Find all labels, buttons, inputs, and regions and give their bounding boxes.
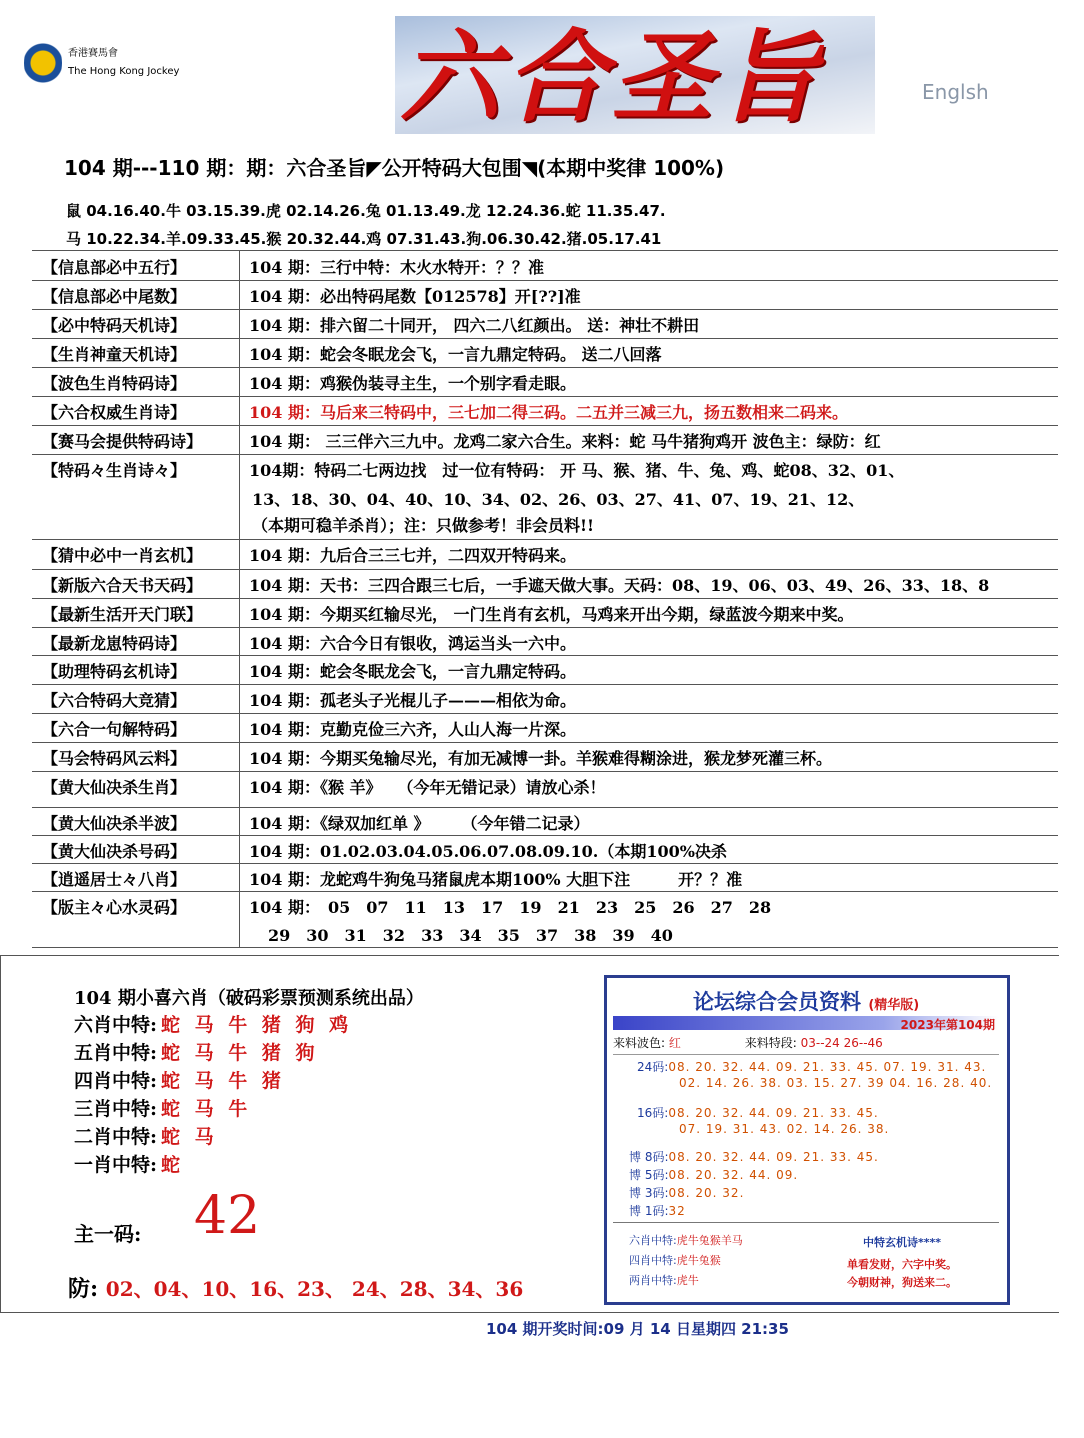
- bo3-line: [629, 1184, 744, 1201]
- row-value: 29 30 31 32 33 34 35 37 38 39 40: [268, 926, 673, 945]
- table-row: [32, 598, 1058, 628]
- row-value: 104 期：鸡猴伪装寻主生，一个别字看走眼。: [249, 374, 576, 393]
- table-row: [32, 251, 1058, 281]
- xiao-line-label: 三肖中特:: [74, 1098, 158, 1120]
- bo5-values: 08. 20. 32. 44. 09.: [668, 1168, 799, 1182]
- xiao-line-label: 四肖中特:: [74, 1070, 158, 1092]
- draw-time: 104 期开奖时间:09 月 14 日星期四 21:35: [486, 1320, 789, 1338]
- row-value: 13、18、30、04、40、10、34、02、26、03、27、41、07、19、21、12、: [252, 490, 865, 509]
- row-value: 104 期：必出特码尾数【012578】开[??]准: [249, 287, 581, 306]
- xiao-title: 104 期小喜六肖（破码彩票预测系统出品）: [74, 988, 424, 1009]
- page-headline: 104 期---110 期：期：六合圣旨◤公开特码大包围◥(本期中奖律 100%): [64, 156, 725, 180]
- code24-line2: [679, 1076, 992, 1090]
- table-row: [32, 713, 1058, 743]
- row-label: 【信息部必中五行】: [42, 258, 187, 277]
- table-row: [32, 509, 1058, 540]
- code24-values2: 02. 14. 26. 38. 03. 15. 27. 39 04. 16. 28. 40.: [679, 1076, 993, 1090]
- row-label: 【黄大仙决杀生肖】: [42, 778, 187, 797]
- xiao-line: [74, 1094, 251, 1121]
- f4-values: 虎牛兔猴: [676, 1254, 721, 1267]
- row-label: 【六合特码大竞猜】: [42, 691, 187, 710]
- card-title: [693, 986, 919, 1016]
- row-value: 104 期：马后来三特码中，三七加二得三码。二五并三减三九，扬五数相来二码来。: [249, 403, 848, 422]
- fang-values: 02、04、10、16、23、 24、28、34、36: [105, 1277, 524, 1301]
- f2-line: [629, 1272, 699, 1288]
- table-row: [32, 539, 1058, 570]
- row-label: 【版主々心水灵码】: [42, 898, 187, 917]
- row-label: 【生肖神童天机诗】: [42, 345, 187, 364]
- row-label: 【特码々生肖诗々】: [42, 461, 187, 480]
- code16-values2: 07. 19. 31. 43. 02. 14. 26. 38.: [679, 1122, 890, 1136]
- row-value: 104期：特码二七两边找 过一位有特码： 开 马、猴、猪、牛、兔、鸡、蛇08、32、01、: [249, 461, 905, 480]
- row-label: 【逍遥居士々八肖】: [42, 870, 187, 889]
- row-value: 104 期：01.02.03.04.05.06.07.08.09.10.（本期100%决杀: [249, 842, 727, 861]
- row-value: 104 期：九后合三三七并，二四双开特码来。: [249, 546, 576, 565]
- row-value: 104 期：今期买兔输尽光，有加无减博一卦。羊猴难得糊涂进，猴龙梦死灌三杯。: [249, 749, 832, 768]
- row-label: 【最新龙崽特码诗】: [42, 634, 187, 653]
- table-row: [32, 891, 1058, 919]
- row-label: 【马会特码风云料】: [42, 749, 187, 768]
- card-sub-val2: 03--24 26--46: [800, 1036, 883, 1050]
- xiao-line: [74, 1010, 352, 1037]
- row-label: 【黄大仙决杀半波】: [42, 814, 187, 833]
- row-label: 【信息部必中尾数】: [42, 287, 187, 306]
- table-row: [32, 771, 1058, 808]
- row-value: 104 期：天书：三四合跟三七后，一手遮天做大事。天码：08、19、06、03、49、26、33、18、8: [249, 576, 990, 595]
- xiao-line-label: 二肖中特:: [74, 1126, 158, 1148]
- card-title-text: 论坛综合会员资料: [693, 990, 861, 1014]
- row-value: （本期可稳羊杀肖）；注：只做参考！非会员料!!: [252, 516, 595, 535]
- row-value: 104 期： 三三伴六三九中。龙鸡二家六合生。来料：蛇 马牛猪狗鸡开 波色主：绿防：红: [249, 432, 881, 451]
- table-row: [32, 919, 1058, 948]
- banner-title: 六合圣旨: [400, 18, 824, 136]
- code16-line2: [679, 1122, 889, 1136]
- xiao-line-values: 蛇 马 牛: [161, 1098, 252, 1120]
- table-row: [32, 863, 1058, 892]
- fang-label: 防:: [68, 1276, 99, 1302]
- row-value: 104 期：三行中特：木火水特开：？？准: [249, 258, 544, 277]
- main-code-number: 42: [194, 1186, 261, 1246]
- row-value: 104 期：克勤克俭三六齐，人山人海一片深。: [249, 720, 576, 739]
- f2-values: 虎牛: [676, 1274, 699, 1287]
- xiao-line-values: 蛇 马 牛 猪 狗 鸡: [161, 1014, 353, 1036]
- row-label: 【黄大仙决杀号码】: [42, 842, 187, 861]
- row-value: 104 期：龙蛇鸡牛狗兔马猪鼠虎本期100% 大胆下注 开？？准: [249, 870, 743, 889]
- row-label: 【新版六合天书天码】: [42, 576, 203, 595]
- bo5-line: [629, 1166, 798, 1183]
- jockey-club-logo-icon: [24, 28, 62, 98]
- row-label: 【最新生活开天门联】: [42, 605, 203, 624]
- f6-line: [629, 1232, 743, 1248]
- table-row: [32, 835, 1058, 864]
- xiao-line-values: 蛇 马 牛 猪: [161, 1070, 285, 1092]
- row-value: 104 期：今期买红输尽光， 一门生肖有玄机，马鸡来开出今期，绿蓝波今期来中奖。: [249, 605, 854, 624]
- logo-text-en: The Hong Kong Jockey: [68, 66, 180, 77]
- xiao-line: [74, 1066, 285, 1093]
- poem-line1: 单看发财，六字中奖。: [847, 1258, 957, 1271]
- f4-line: [629, 1252, 721, 1268]
- card-sub-label2: 来料特段:: [744, 1036, 797, 1050]
- xiao-line: [74, 1150, 184, 1177]
- row-value: 104 期：蛇会冬眠龙会飞，一言九鼎定特码。 送二八回落: [249, 345, 662, 364]
- table-row: [32, 280, 1058, 310]
- xiao-line-label: 一肖中特:: [74, 1154, 158, 1176]
- bo3-values: 08. 20. 32.: [668, 1186, 745, 1200]
- xiao-line: [74, 1122, 218, 1149]
- code24-label: 24码:: [637, 1060, 669, 1074]
- row-label: 【波色生肖特码诗】: [42, 374, 187, 393]
- card-sub-label1: 来料波色:: [613, 1036, 666, 1050]
- table-row: [32, 684, 1058, 714]
- table-row: [32, 425, 1058, 455]
- xiao-line-values: 蛇 马 牛 猪 狗: [161, 1042, 319, 1064]
- zodiac-line-1: 鼠 04.16.40.牛 03.15.39.虎 02.14.26.兔 01.13.49.龙 12.24.36.蛇 11.35.47.: [66, 202, 666, 220]
- table-row: [32, 483, 1058, 509]
- row-label: 【助理特码玄机诗】: [42, 662, 187, 681]
- table-row: [32, 569, 1058, 599]
- row-label: 【六合权威生肖诗】: [42, 403, 187, 422]
- bo8-label: 博 8码:: [629, 1150, 669, 1164]
- table-row: [32, 627, 1058, 656]
- xiao-line-label: 六肖中特:: [74, 1014, 158, 1036]
- bo3-label: 博 3码:: [629, 1186, 669, 1200]
- english-link[interactable]: Englsh: [922, 80, 989, 104]
- row-value: 104 期：排六留二十同开， 四六二八红颜出。 送：神壮不耕田: [249, 316, 700, 335]
- code16-line1: [637, 1104, 879, 1121]
- card-sub: [613, 1034, 999, 1055]
- card-sub-val1: 红: [668, 1036, 681, 1050]
- poem-label: 中特玄机诗****: [863, 1236, 942, 1249]
- table-row: [32, 338, 1058, 368]
- code16-label: 16码:: [637, 1106, 669, 1120]
- f6-label: 六肖中特:: [629, 1234, 677, 1247]
- row-value: 104 期：《猴 羊》 （今年无错记录）请放心杀！: [249, 778, 606, 797]
- xiao-line-label: 五肖中特:: [74, 1042, 158, 1064]
- main-code-label: 主一码:: [74, 1222, 142, 1246]
- xiao-line-values: 蛇: [161, 1154, 185, 1176]
- row-label: 【赛马会提供特码诗】: [42, 432, 203, 451]
- code24-line1: [637, 1058, 986, 1075]
- row-label: 【猜中必中一肖玄机】: [42, 546, 203, 565]
- xiao-line-values: 蛇 马: [161, 1126, 218, 1148]
- row-label: 【必中特码天机诗】: [42, 316, 187, 335]
- fang-line: [68, 1272, 523, 1303]
- table-row: [32, 454, 1058, 483]
- row-value: 104 期： 05 07 11 13 17 19 21 23 25 26 27 28: [249, 898, 772, 917]
- zodiac-line-2: 马 10.22.34.羊.09.33.45.猴 20.32.44.鸡 07.31.43.狗.06.30.42.猪.05.17.41: [66, 230, 662, 248]
- bo8-line: [629, 1148, 879, 1165]
- table-row: [32, 655, 1058, 685]
- f6-values: 虎牛兔猴羊马: [676, 1234, 743, 1247]
- card-year: 2023年第104期: [900, 1018, 995, 1032]
- f4-label: 四肖中特:: [629, 1254, 677, 1267]
- logo-text-cn: 香港賽馬會: [68, 48, 118, 59]
- table-row: [32, 396, 1058, 426]
- code16-values1: 08. 20. 32. 44. 09. 21. 33. 45.: [668, 1106, 879, 1120]
- card-edition: (精华版): [868, 998, 920, 1013]
- row-value: 104 期：孤老头子光棍儿子———相依为命。: [249, 691, 576, 710]
- bo1-line: [629, 1202, 686, 1219]
- xiao-line: [74, 1038, 318, 1065]
- prediction-table: [32, 250, 1058, 945]
- table-row: [32, 309, 1058, 339]
- table-row: [32, 742, 1058, 772]
- row-value: 104 期：蛇会冬眠龙会飞，一言九鼎定特码。: [249, 662, 576, 681]
- bo5-label: 博 5码:: [629, 1168, 669, 1182]
- code24-values1: 08. 20. 32. 44. 09. 21. 33. 45. 07. 19. 31. 43.: [668, 1060, 987, 1074]
- bo1-values: 32: [668, 1204, 686, 1218]
- table-row: [32, 367, 1058, 397]
- card-separator: [613, 1222, 999, 1223]
- row-value: 104 期：《绿双加红单 》 （今年错二记录）: [249, 814, 590, 833]
- bo1-label: 博 1码:: [629, 1204, 669, 1218]
- table-row: [32, 807, 1058, 836]
- row-value: 104 期：六合今日有银收，鸿运当头一六中。: [249, 634, 576, 653]
- poem-line2: 今朝财神，狗送来二。: [847, 1276, 957, 1289]
- bo8-values: 08. 20. 32. 44. 09. 21. 33. 45.: [668, 1150, 879, 1164]
- f2-label: 两肖中特:: [629, 1274, 677, 1287]
- member-card: [604, 975, 1010, 1305]
- row-label: 【六合一句解特码】: [42, 720, 187, 739]
